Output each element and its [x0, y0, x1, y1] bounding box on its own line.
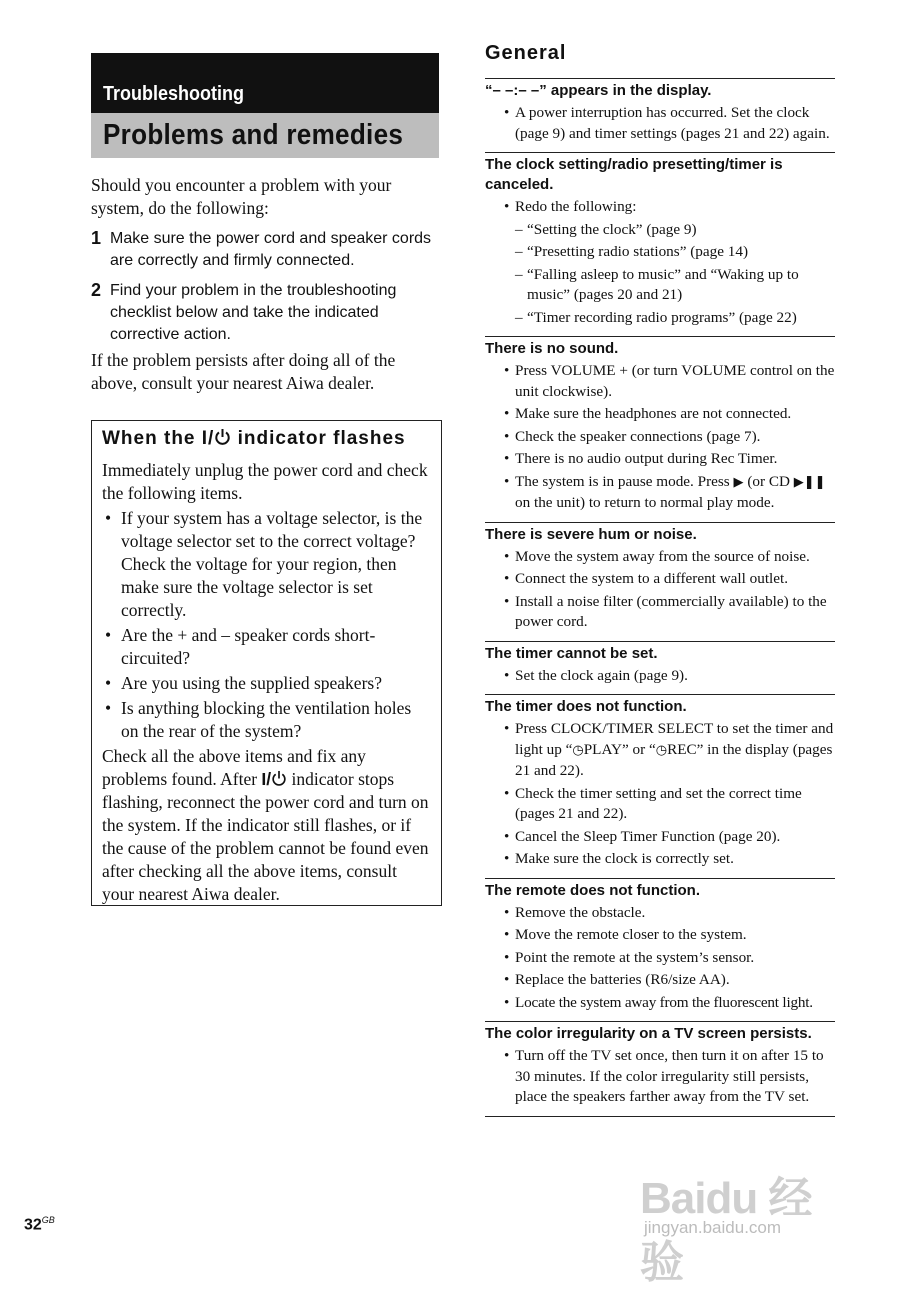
pause-text-mid: (or CD — [743, 472, 794, 490]
problem-section — [485, 878, 835, 1022]
remedy-item: • Press VOLUME + (or turn VOLUME control on the unit clockwise). — [485, 361, 835, 402]
problem-section — [485, 694, 835, 878]
timer-icon: ◷ — [655, 742, 668, 758]
flash-checklist — [102, 507, 432, 743]
remedy-item: • Point the remote at the system’s sensor. — [485, 948, 835, 969]
watermark-url: jingyan.baidu.com — [644, 1218, 782, 1237]
remedy-item — [485, 472, 835, 514]
closing-pre: Check all the above items and fix any problems found. After — [102, 746, 366, 789]
remedy-item — [485, 719, 835, 782]
timer-icon: ◷ — [572, 742, 584, 758]
problem-section — [485, 152, 835, 336]
remedy-subitem: – “Setting the clock” (page 9) — [485, 220, 835, 241]
play-icon: ▶ — [733, 474, 744, 490]
remedy-item: • Turn off the TV set once, then turn it on after 15 to 30 minutes. If the color irregularity still persists, place the speakers farther away from the TV set. — [485, 1046, 835, 1108]
flash-title-post: indicator flashes — [231, 428, 406, 449]
step-text: Make sure the power cord and speaker cords are correctly and firmly connected. — [110, 230, 432, 269]
flash-box-body — [102, 459, 432, 906]
remedy-subitem: – “Falling asleep to music” and “Waking up to music” (pages 20 and 21) — [485, 265, 835, 306]
problem-heading: The remote does not function. — [485, 881, 701, 899]
page-suffix: GB — [41, 1215, 55, 1225]
problem-heading: There is no sound. — [485, 340, 619, 357]
problem-section — [485, 78, 835, 152]
problem-heading: The timer cannot be set. — [485, 644, 658, 662]
flash-closing — [102, 745, 432, 906]
play-pause-icon: ▶❚❚ — [793, 474, 826, 490]
remedy-item: • Install a noise filter (commercially available) to the power cord. — [485, 592, 835, 633]
list-item: • Are the + and – speaker cords short-circuited? — [102, 624, 432, 670]
general-title: General — [485, 42, 567, 64]
page-number-value: 32 — [24, 1216, 42, 1234]
watermark-logo: Baidu 经验 — [640, 1174, 812, 1287]
remedy-subitem: – “Timer recording radio programs” (page 22) — [485, 308, 835, 329]
remedy-item: • Make sure the clock is correctly set. — [485, 849, 835, 870]
power-icon — [271, 770, 287, 787]
flash-title-pre: When the — [102, 428, 202, 449]
remedy-item: • Remove the obstacle. — [485, 903, 835, 924]
remedy-item: • Locate the system away from the fluorescent light. — [485, 993, 835, 1014]
closing-post: indicator stops flashing, reconnect the power cord and turn on the system. If the indicator still flashes, or if the cause of the problem cannot be found even after checking all the above items, consult your nearest Aiwa dealer. — [102, 769, 429, 904]
remedy-item: • Move the system away from the source of noise. — [485, 547, 835, 568]
remedy-item: • Redo the following: — [485, 197, 835, 218]
flash-lead: Immediately unplug the power cord and check the following items. — [102, 460, 428, 503]
problem-heading: “– –:– –” appears in the display. — [485, 82, 712, 99]
problem-section — [485, 1021, 835, 1117]
problem-section — [485, 336, 835, 522]
remedy-item: • Set the clock again (page 9). — [485, 666, 835, 687]
intro-text: Should you encounter a problem with your system, do the following: — [91, 175, 392, 218]
remedy-item: • Check the timer setting and set the correct time (pages 21 and 22). — [485, 784, 835, 825]
troubleshooting-checklist — [485, 78, 835, 1117]
remedy-item: • Check the speaker connections (page 7). — [485, 427, 835, 448]
standby-symbol: I/ — [201, 428, 215, 449]
pause-text-post: on the unit) to return to normal play mode. — [515, 494, 775, 511]
remedy-item: • Cancel the Sleep Timer Function (page 20). — [485, 827, 835, 848]
remedy-item: • Move the remote closer to the system. — [485, 925, 835, 946]
timer-text-play: PLAY” or “ — [583, 740, 656, 758]
problem-section — [485, 641, 835, 695]
power-icon — [214, 428, 231, 446]
page-title: Problems and remedies — [103, 119, 404, 151]
pause-text-pre: The system is in pause mode. Press — [515, 472, 734, 490]
step-text: Find your problem in the troubleshooting checklist below and take the indicated corrective action. — [110, 282, 397, 343]
remedy-item: • A power interruption has occurred. Set the clock (page 9) and timer settings (pages 21 and 22) again. — [485, 103, 835, 144]
standby-symbol: I/ — [261, 769, 272, 789]
timer-text-rec: REC” in the display (pages 21 and 22). — [515, 740, 833, 779]
page-title-bar — [91, 113, 439, 158]
remedy-item: • There is no audio output during Rec Timer. — [485, 449, 835, 470]
outro-text: If the problem persists after doing all of the above, consult your nearest Aiwa dealer. — [91, 350, 396, 393]
list-item: • If your system has a voltage selector, is the voltage selector set to the correct voltage? Check the voltage for your region, then make sure the voltage selector is set correctly. — [102, 507, 432, 622]
indicator-flash-box — [91, 420, 442, 906]
remedy-item: • Replace the batteries (R6/size AA). — [485, 970, 835, 991]
section-label: Troubleshooting — [103, 83, 244, 105]
timer-text-pre: Press CLOCK/TIMER SELECT to set the timer and light up “ — [515, 720, 834, 758]
step-item — [91, 280, 436, 346]
page-number — [24, 1215, 55, 1234]
problem-heading: The clock setting/radio presetting/timer is canceled. — [485, 156, 783, 193]
step-number: 1 — [91, 228, 102, 248]
list-item: • Is anything blocking the ventilation holes on the rear of the system? — [102, 697, 432, 743]
problem-section — [485, 522, 835, 641]
problem-heading: The timer does not function. — [485, 698, 687, 715]
problem-heading: There is severe hum or noise. — [485, 525, 697, 543]
step-item — [91, 228, 436, 272]
remedy-item: • Connect the system to a different wall outlet. — [485, 569, 835, 590]
watermark — [640, 1150, 850, 1287]
steps-list — [91, 228, 436, 354]
problem-heading: The color irregularity on a TV screen persists. — [485, 1025, 812, 1042]
remedy-subitem: – “Presetting radio stations” (page 14) — [485, 242, 835, 263]
remedy-item: • Make sure the headphones are not connected. — [485, 404, 835, 425]
step-number: 2 — [91, 280, 102, 300]
flash-box-title — [102, 428, 406, 450]
section-header — [91, 53, 439, 113]
list-item: • Are you using the supplied speakers? — [102, 672, 432, 695]
